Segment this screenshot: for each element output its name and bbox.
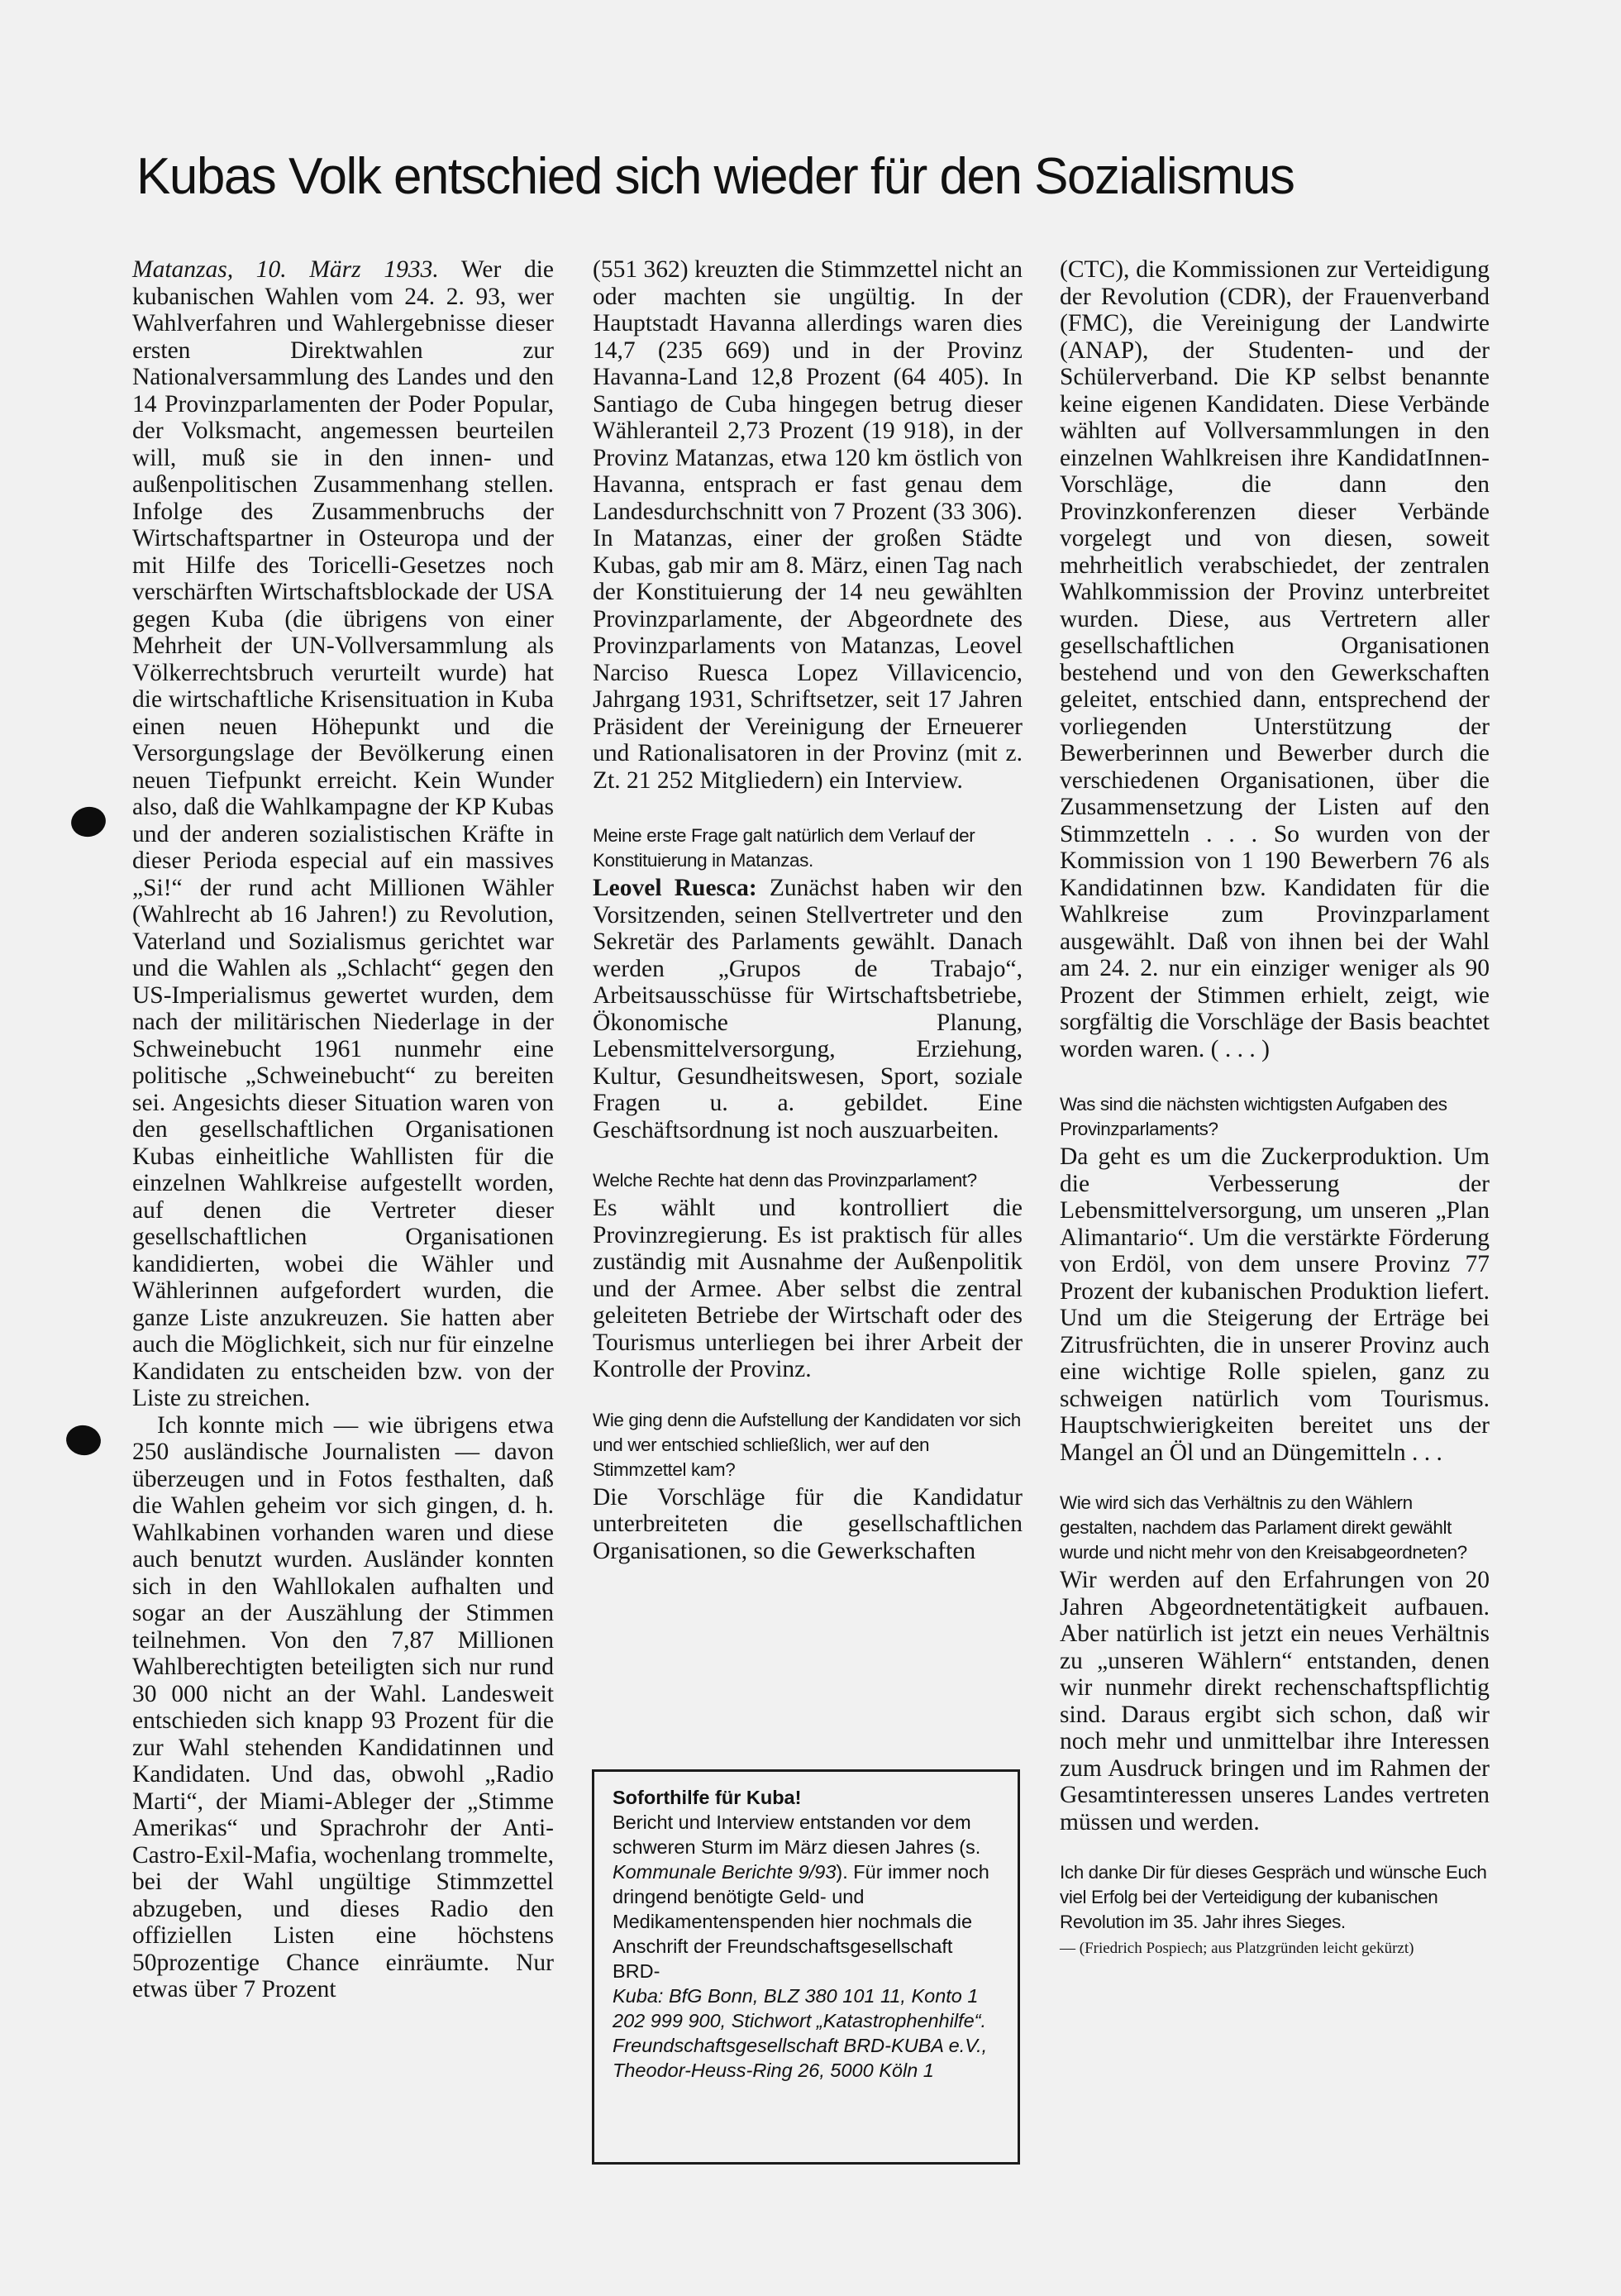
box-text	[613, 1810, 1001, 1983]
interview-answer: Es wählt und kontrolliert die Provinzregierung. Es ist praktisch für alles zuständig mit Ausnahme der Außenpolitik und der Armee. Aber selbst die zentral geleiteten Betriebe der Wirtschaft oder des Tourismus unterliegen bei ihrer Arbeit der Kontrolle der Provinz.	[593, 1195, 1023, 1382]
intro-text: Wer die kubanischen Wahlen vom 24. 2. 93, wer Wahlverfahren und Wahlergebnisse dieser ersten Direktwahlen zur Nationalversammlung des Landes und den 14 Provinzparlamenten der Poder Popular, der Volksmacht, angemessen beurteilen will, muß sie in den innen- und außenpolitischen Zusammenhang stellen. Infolge des Zusammenbruchs der Wirtschaftspartner in Osteuropa und der mit Hilfe des Toricelli-Gesetzes noch verschärften Wirtschaftsblockade der USA gegen Kuba (die übrigens von einer Mehrheit der UN-Vollversammlung als Völkerrechtsbruch verurteilt wurde) hat die wirtschaftliche Krisensituation in Kuba einen neuen Höhepunkt und die Versorgungslage der Bevölkerung einen neuen Tiefpunkt erreicht. Kein Wunder also, daß die Wahlkampagne der KP Kubas und der anderen sozialistischen Kräfte in dieser Perioda especial auf ein massives „Si!“ der rund acht Millionen Wähler (Wahlrecht ab 16 Jahren!) zu Revolution, Vaterland und Sozialismus gerichtet war und die Wahlen als „Schlacht“ gegen den US-Imperialismus gewertet wurden, dem nach der militärischen Niederlage in der Schweinebucht 1961 nunmehr eine politische „Schweinebucht“ zu bereiten sei. Angesichts dieser Situation waren von den gesellschaftlichen Organisationen Kubas einheitliche Wahllisten für die einzelnen Wahlkreise aufgestellt worden, auf denen die Vertreter dieser gesellschaftlichen Organisationen kandidierten, wobei die Wähler und Wählerinnen aufgefordert wurden, die ganze Liste anzukreuzen. Sie hatten aber auch die Möglichkeit, sich nur für einzelne Kandidaten zu entscheiden bzw. von der Liste zu streichen.	[132, 256, 555, 1411]
author-signature: — (Friedrich Pospiech; aus Platzgründen leicht gekürzt)	[1060, 1940, 1414, 1957]
interview-answer: Die Vorschläge für die Kandidatur unterbreiteten die gesellschaftlichen Organisationen, so die Gewerkschaften	[593, 1483, 1023, 1564]
article-title: Kubas Volk entschied sich wieder für den Sozialismus	[136, 148, 1294, 205]
column-2	[593, 256, 1023, 1564]
closing-remark: Ich danke Dir für dieses Gespräch und wünsche Euch viel Erfolg bei der Verteidigung der kubanischen Revolution im 35. Jahr ihres Sieges.	[1060, 1862, 1487, 1932]
punch-hole-mark	[69, 804, 109, 840]
interview-question: Wie ging denn die Aufstellung der Kandidaten vor sich und wer entschied schließlich, wer auf den Stimmzettel kam?	[593, 1409, 1021, 1480]
body-paragraph: (CTC), die Kommissionen zur Verteidigung der Revolution (CDR), der Frauenverband (FMC), die Vereinigung der Landwirte (ANAP), der Studenten- und der Schülerverband. Die KP selbst benannte keine eigenen Kandidaten. Diese Verbände wählten auf Vollversammlungen in den einzelnen Wahlkreisen ihre KandidatInnen-Vorschläge, die dann den Provinzkonferenzen dieser Verbände vorgelegt und von diesen, soweit mehrheitlich verabschiedet, der zentralen Wahlkommission der Provinz unterbreitet wurden. Diese, aus Vertretern aller gesellschaftlichen Organisationen bestehend und von den Gewerkschaften geleitet, entschied dann, entsprechend der vorliegenden Unterstützung der Bewerberinnen und Bewerber durch die verschiedenen Organisationen, über die Zusammensetzung der Listen auf den Stimmzetteln . . . So wurden von der Kommission von 1 190 Bewerbern 76 als Kandidatinnen bzw. Kandidaten für die Wahlkreise zum Provinzparlament ausgewählt. Daß von ihnen bei der Wahl am 24. 2. nur ein einziger weniger als 90 Prozent der Stimmen erhielt, zeigt, wie sorgfältig die Vorschläge der Basis beachtet worden waren. ( . . . )	[1060, 256, 1490, 1062]
interview-question: Was sind die nächsten wichtigsten Aufgaben des Provinzparlaments?	[1060, 1094, 1447, 1139]
answer-text: Zunächst haben wir den Vorsitzenden, seinen Stellvertreter und den Sekretär des Parlaments gewählt. Danach werden „Grupos de Trabajo“, Arbeitsausschüsse für Wirtschaftsbetriebe, Ökonomische Planung, Lebensmittelversorgung, Erziehung, Kultur, Gesundheitswesen, Sport, soziale Fragen u. a. gebildet. Eine Geschäftsordnung ist noch auszuarbeiten.	[593, 875, 1023, 1143]
speaker-name: Leovel Ruesca:	[593, 875, 757, 901]
box-text-part: Bericht und Interview entstanden vor dem schweren Sturm im März diesen Jahres (s.	[613, 1812, 981, 1858]
intro-paragraph	[132, 256, 554, 1412]
interview-answer	[593, 875, 1023, 1143]
interview-answer: Wir werden auf den Erfahrungen von 20 Jahren Abgeordnetentätigkeit aufbauen. Aber natürlich ist jetzt ein neues Verhältnis zu „unseren Wählern“ entstanden, denen wir nunmehr direkt rechenschaftspflichtig sind. Daraus ergibt sich schon, daß wir noch mehr und unmittelbar ihre Interessen zum Ausdruck bringen und im Rahmen der Gesamtinteressen unseres Landes vertreten müssen und werden.	[1060, 1567, 1490, 1835]
body-paragraph: (551 362) kreuzten die Stimmzettel nicht an oder machten sie ungültig. In der Hauptstadt Havanna allerdings waren dies 14,7 (235 669) und in der Provinz Havanna-Land 12,8 Prozent (64 405). In Santiago de Cuba hingegen betrug dieser Wähleranteil 2,73 Prozent (19 918), in der Provinz Matanzas, etwa 120 km östlich von Havanna, entsprach er fast genau dem Landesdurchschnitt von 7 Prozent (33 306). In Matanzas, einer der großen Städte Kubas, gab mir am 8. März, einen Tag nach der Konstituierung der 14 neu gewählten Provinzparlamente, der Abgeordnete des Provinzparlaments von Matanzas, Leovel Narciso Ruesca Lopez Villavicencio, Jahrgang 1931, Schriftsetzer, seit 17 Jahren Präsident der Vereinigung der Erneuerer und Rationalisatoren in der Provinz (mit z. Zt. 21 252 Mitgliedern) ein Interview.	[593, 256, 1023, 794]
interview-answer: Da geht es um die Zuckerproduktion. Um die Verbesserung der Lebensmittelversorgung, um unseren „Plan Alimantario“. Um die verstärkte Förderung von Erdöl, von dem unsere Provinz 77 Prozent der kubanischen Produktion liefert. Und um die Steigerung der Erträge bei Zitrusfrüchten, die in unserer Provinz auch eine wichtige Rolle spielen, ganz zu schweigen natürlich vom Tourismus. Hauptschwierigkeiten bereitet uns der Mangel an Öl und an Düngemitteln . . .	[1060, 1143, 1490, 1466]
box-bank-address: Kuba: BfG Bonn, BLZ 380 101 11, Konto 1 202 999 900, Stichwort „Katastrophenhilfe“. Freundschaftsgesellschaft BRD-KUBA e.V., Theodor-Heuss-Ring 26, 5000 Köln 1	[613, 1985, 988, 2081]
body-paragraph: Ich konnte mich — wie übrigens etwa 250 ausländische Journalisten — davon überzeugen und in Fotos festhalten, daß die Wahlen geheim vor sich gingen, d. h. Wahlkabinen vorhanden waren und diese auch benutzt wurden. Ausländer konnten sich in den Wahllokalen aufhalten und sogar an der Auszählung der Stimmen teilnehmen. Von den 7,87 Millionen Wahlberechtigten beteiligten sich nur rund 30 000 nicht an der Wahl. Landesweit entschieden sich knapp 93 Prozent für die zur Wahl stehenden Kandidatinnen und Kandidaten. Und das, obwohl „Radio Marti“, der Miami-Ableger der „Stimme Amerikas“ und Sprachrohr der Anti-Castro-Exil-Mafia, wochenlang trommelte, bei der Wahl ungültige Stimmzettel abzugeben, und dieses Radio den offiziellen Listen eine höchstens 50prozentige Chance einräumte. Nur etwas über 7 Prozent	[132, 1411, 554, 2002]
punch-hole-mark	[64, 1423, 103, 1457]
aid-info-box	[592, 1769, 1020, 2165]
interview-question: Meine erste Frage galt natürlich dem Verlauf der Konstituierung in Matanzas.	[593, 825, 975, 871]
column-3	[1060, 256, 1490, 1959]
interview-question: Wie wird sich das Verhältnis zu den Wählern gestalten, nachdem das Parlament direkt gewählt wurde und nicht mehr von den Kreisabgeordneten?	[1060, 1492, 1467, 1563]
box-title: Soforthilfe für Kuba!	[613, 1787, 802, 1808]
dateline: Matanzas, 10. März 1933.	[132, 256, 439, 283]
column-1	[132, 256, 554, 2003]
box-text-part: ). Für immer noch dringend benötigte Geld- und Medikamentenspenden hier nochmals die Anschrift der Freundschaftsgesellschaft BRD-	[613, 1861, 989, 1982]
interview-question: Welche Rechte hat denn das Provinzparlament?	[593, 1170, 977, 1191]
box-reference: Kommunale Berichte 9/93	[613, 1861, 837, 1883]
